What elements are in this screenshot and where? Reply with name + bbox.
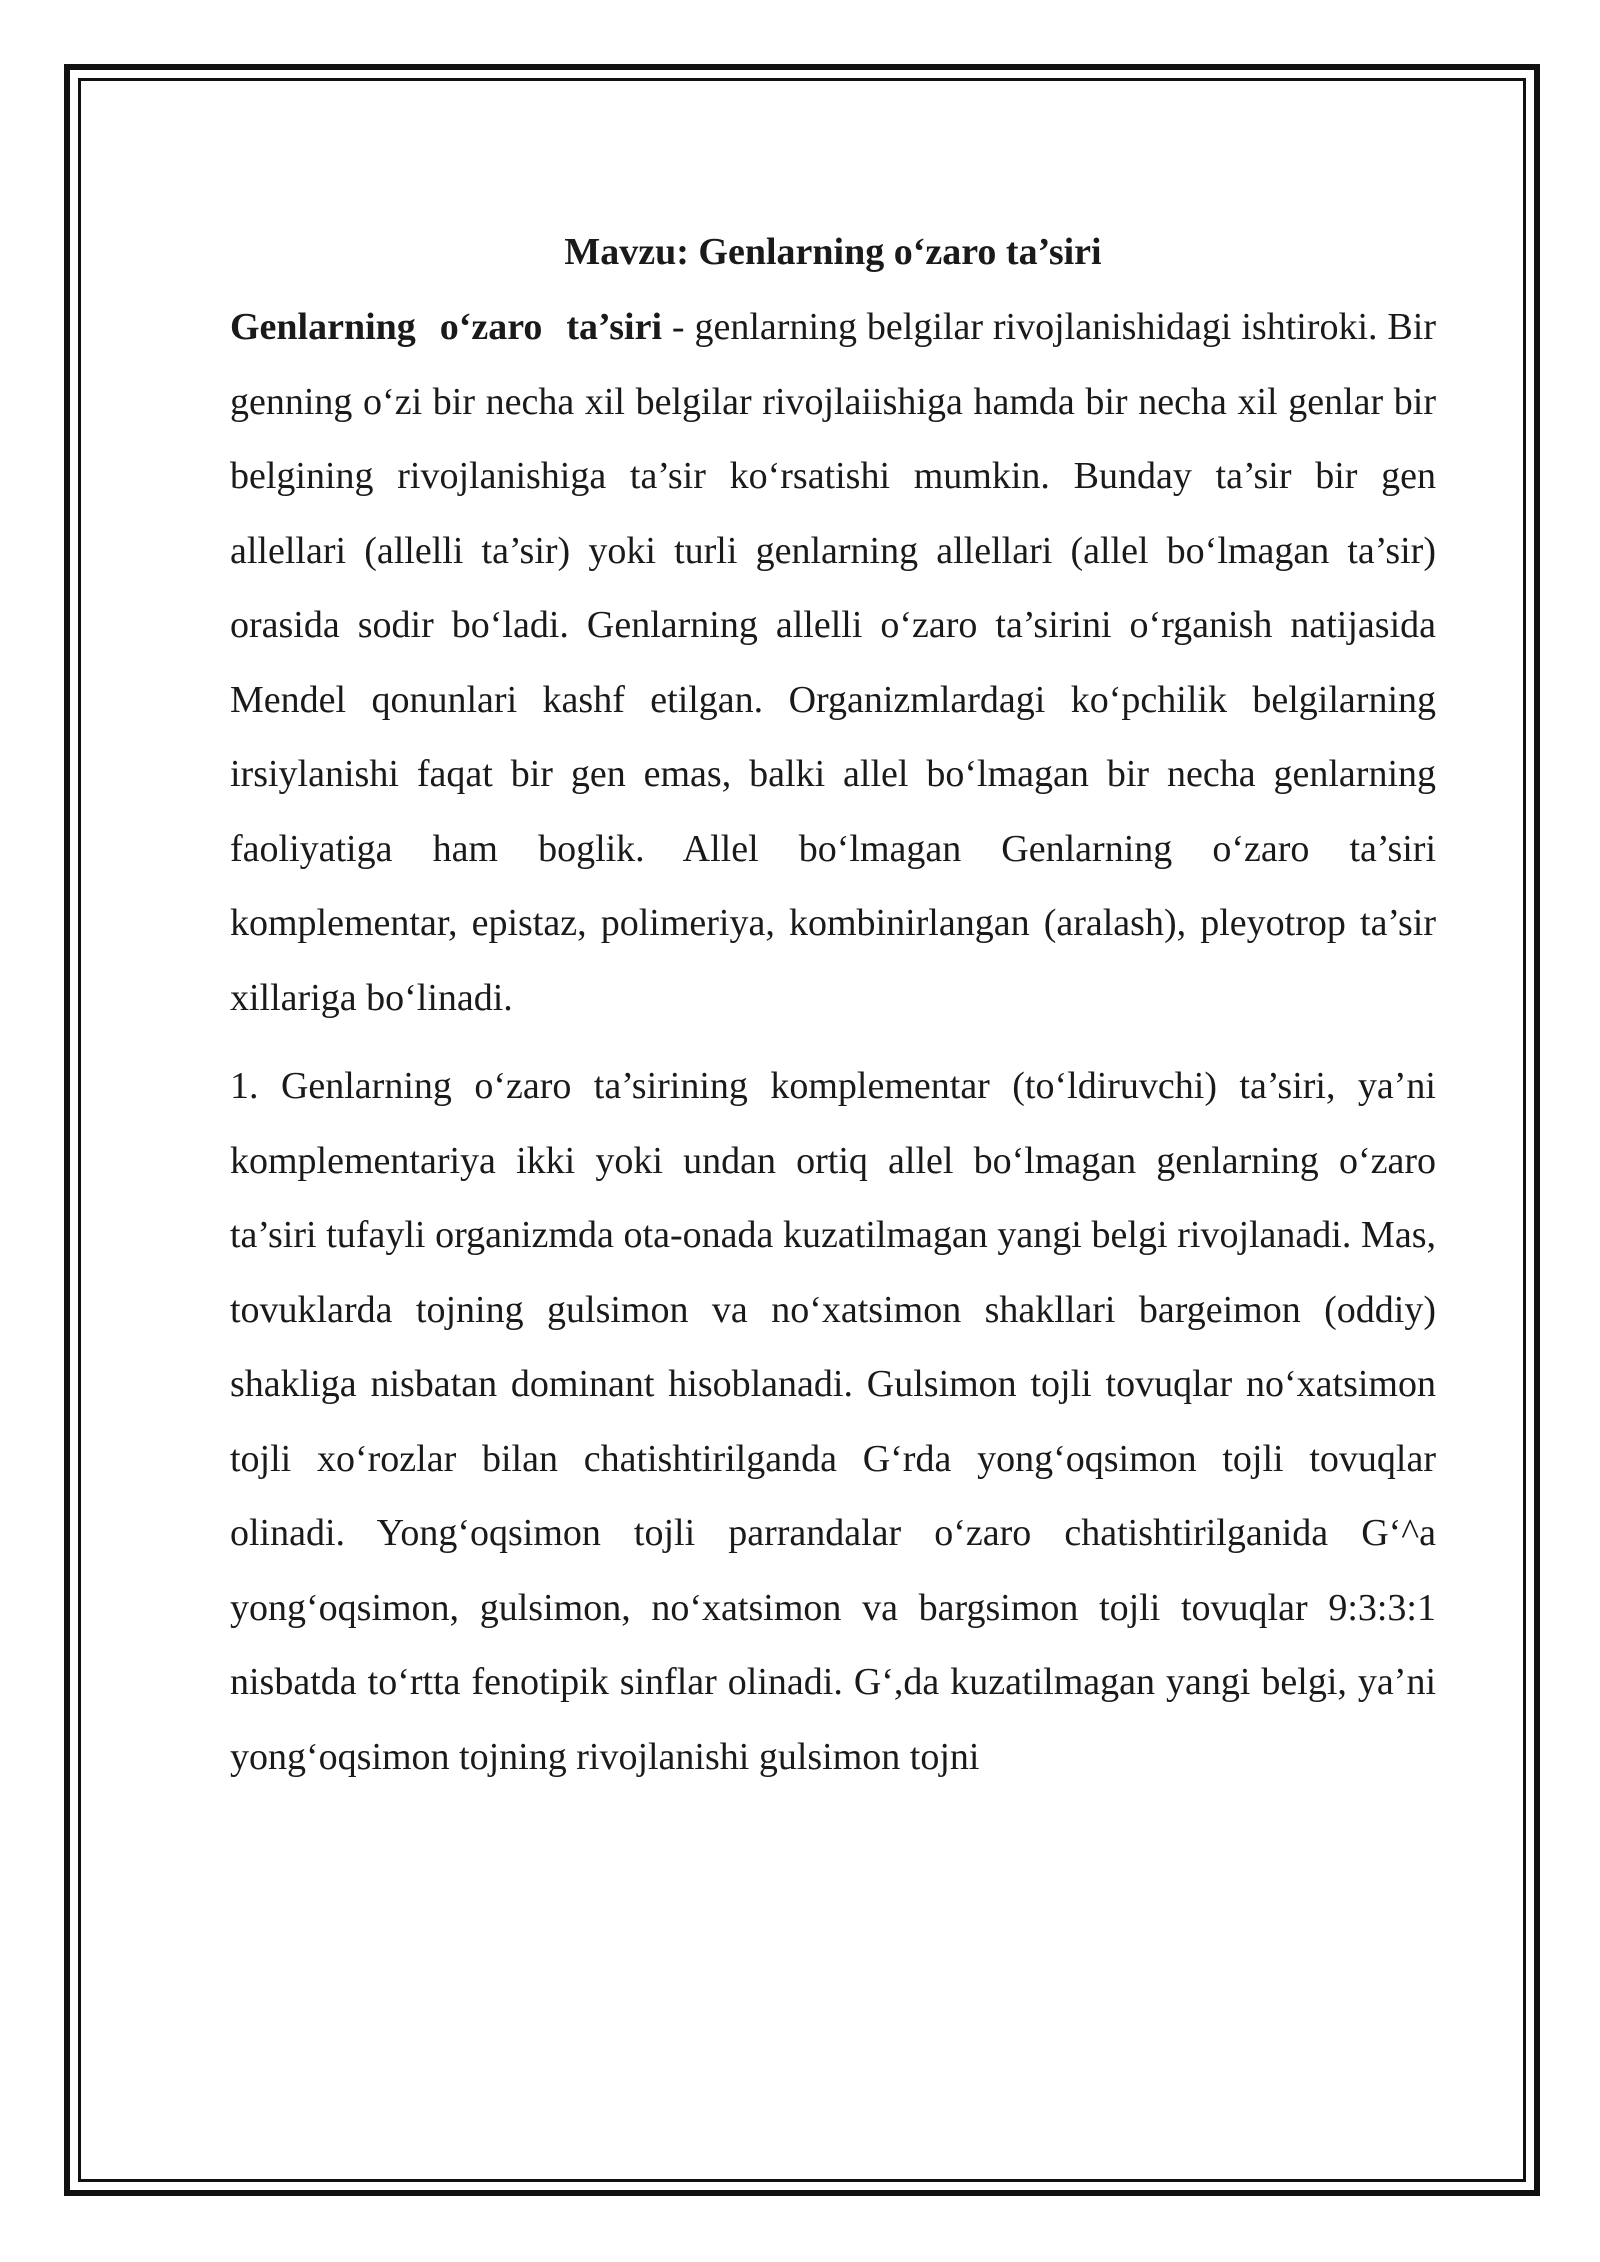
paragraph-complementary [230, 1049, 1436, 1794]
paragraph-text: - genlarning belgilar rivojlanishidagi ishtiroki. Bir genning o‘zi bir necha xil belgilar rivojlaiishiga hamda bir necha xil genlar bir belgining rivojlanishiga ta’sir ko‘rsatishi mumkin. Bunday ta’sir bir gen allellari (allelli ta’sir) yoki turli genlarning allellari (allel bo‘lmagan ta’sir) orasida sodir bo‘ladi. Genlarning allelli o‘zaro ta’sirini o‘rganish natijasida Mendel qonunlari kashf etilgan. Organizmlardagi ko‘pchilik belgilarning irsiylanishi faqat bir gen emas, balki allel bo‘lmagan bir necha genlarning faoliyatiga ham boglik. Allel bo‘lmagan Genlarning o‘zaro ta’siri komplementar, epistaz, polimeriya, kombinirlangan (aralash), pleyotrop ta’sir xillariga bo‘linadi. [230, 306, 1436, 1019]
paragraph-text: 1. Genlarning o‘zaro ta’sirining komplementar (to‘ldiruvchi) ta’siri, ya’ni komplementariya ikki yoki undan ortiq allel bo‘lmagan genlarning o‘zaro ta’siri tufayli organizmda ota-onada kuzatilmagan yangi belgi rivojlanadi. Mas, tovuklarda tojning gulsimon va no‘xatsimon shakllari bargeimon (oddiy) shakliga nisbatan dominant hisoblanadi. Gulsimon tojli tovuqlar no‘xatsimon tojli xo‘rozlar bilan chatishtirilganda G‘rda yong‘oqsimon tojli tovuqlar olinadi. Yong‘oqsimon tojli parrandalar o‘zaro chatishtirilganida G‘^a yong‘oqsimon, gulsimon, no‘xatsimon va bargsimon tojli tovuqlar 9:3:3:1 nisbatda to‘rtta fenotipik sinflar olinadi. G‘,da kuzatilmagan yangi belgi, ya’ni yong‘oqsimon tojning rivojlanishi gulsimon tojni [230, 1065, 1436, 1778]
paragraph-definition [230, 290, 1436, 1035]
paragraph-lead-term: Genlarning o‘zaro ta’siri [230, 306, 663, 348]
document-body [230, 222, 1436, 1808]
document-title: Mavzu: Genlarning o‘zaro ta’siri [564, 231, 1102, 273]
